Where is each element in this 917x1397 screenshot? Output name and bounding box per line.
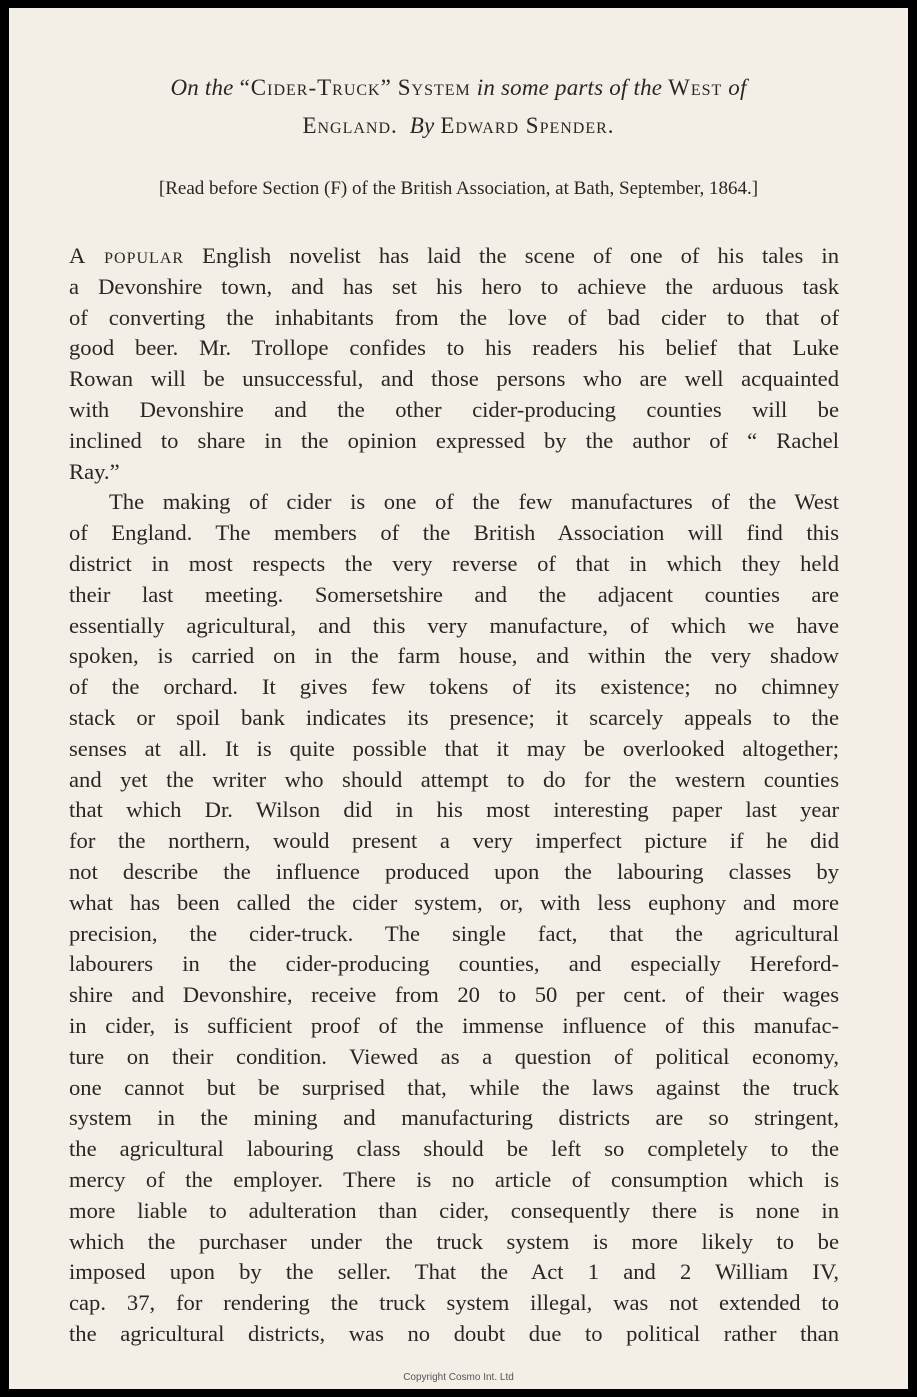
body-line: which the purchaser under the truck system is more likely to be	[69, 1228, 839, 1254]
body-line: system in the mining and manufacturing districts are so stringent,	[69, 1105, 839, 1131]
body-line: A popular English novelist has laid the scene of one of his tales in	[69, 243, 839, 268]
body-line: district in most respects the very reverse of that in which they held	[69, 550, 839, 576]
body-line: not describe the influence produced upon the labouring classes by	[69, 858, 839, 884]
body-line: spoken, is carried on in the farm house, and within the very shadow	[69, 643, 839, 669]
body-line: of converting the inhabitants from the love of bad cider to that of	[69, 304, 839, 330]
title-word: England.	[302, 113, 398, 138]
body-line: Ray.”	[69, 458, 120, 484]
body-line: Rowan will be unsuccessful, and those persons who are well acquainted	[69, 366, 839, 392]
body-line: in cider, is sufficient proof of the immense influence of this manufac-	[69, 1012, 839, 1038]
body-line: their last meeting. Somersetshire and the adjacent counties are	[69, 581, 839, 607]
body-line: essentially agricultural, and this very manufacture, of which we have	[69, 612, 839, 638]
copyright-watermark: Copyright Cosmo Int. Ltd	[403, 1372, 514, 1383]
body-line: labourers in the cider-producing counties, and especially Hereford-	[69, 951, 839, 977]
title-author-by: By	[409, 113, 435, 138]
document-page	[9, 8, 908, 1389]
body-line: with Devonshire and the other cider-producing counties will be	[69, 396, 839, 422]
body-line: senses at all. It is quite possible that it may be overlooked altogether;	[69, 735, 839, 761]
body-line: imposed upon by the seller. That the Act 1 and 2 William IV,	[69, 1259, 839, 1285]
body-line: stack or spoil bank indicates its presence; it scarcely appeals to the	[69, 704, 839, 730]
body-line: good beer. Mr. Trollope confides to his readers his belief that Luke	[69, 335, 839, 361]
body-line: mercy of the employer. There is no article of consumption which is	[69, 1166, 839, 1192]
body-line: the agricultural labouring class should be left so completely to the	[69, 1136, 839, 1162]
body-line: for the northern, would present a very imperfect picture if he did	[69, 828, 839, 854]
body-line: The making of cider is one of the few manufactures of the West	[109, 489, 839, 515]
body-line: more liable to adulteration than cider, consequently there is none in	[69, 1197, 839, 1223]
title-word: in some parts of the	[476, 75, 663, 100]
title-author: Edward Spender.	[440, 113, 615, 138]
body-line: inclined to share in the opinion expressed by the author of “ Rachel	[69, 427, 839, 453]
title-word: West	[668, 75, 723, 100]
body-line: precision, the cider-truck. The single fact, that the agricultural	[69, 920, 839, 946]
body-line: what has been called the cider system, or, with less euphony and more	[69, 889, 839, 915]
body-line: and yet the writer who should attempt to do for the western counties	[69, 766, 839, 792]
title-word: of	[728, 75, 747, 100]
article-body	[69, 241, 839, 1350]
body-line: of England. The members of the British Association will find this	[69, 520, 839, 546]
title-word: On the	[170, 75, 234, 100]
body-line: cap. 37, for rendering the truck system illegal, was not extended to	[69, 1290, 839, 1316]
body-line: of the orchard. It gives few tokens of its existence; no chimney	[69, 674, 839, 700]
opening-word: A popular	[69, 243, 185, 268]
body-line: ture on their condition. Viewed as a question of political economy,	[69, 1043, 839, 1069]
body-line: one cannot but be surprised that, while the laws against the truck	[69, 1074, 839, 1100]
read-before-note: [Read before Section (F) of the British Association, at Bath, September, 1864.]	[158, 178, 759, 199]
body-line: the agricultural districts, was no doubt due to political rather than	[69, 1320, 839, 1346]
article-title-line-1	[9, 70, 908, 106]
title-word: System	[397, 75, 471, 100]
body-line: shire and Devonshire, receive from 20 to 50 per cent. of their wages	[69, 982, 839, 1008]
article-title-line-2	[9, 108, 908, 144]
body-line: that which Dr. Wilson did in his most interesting paper last year	[69, 797, 839, 823]
body-line: a Devonshire town, and has set his hero to achieve the arduous task	[69, 273, 839, 299]
title-word: “Cider-Truck”	[239, 75, 392, 100]
